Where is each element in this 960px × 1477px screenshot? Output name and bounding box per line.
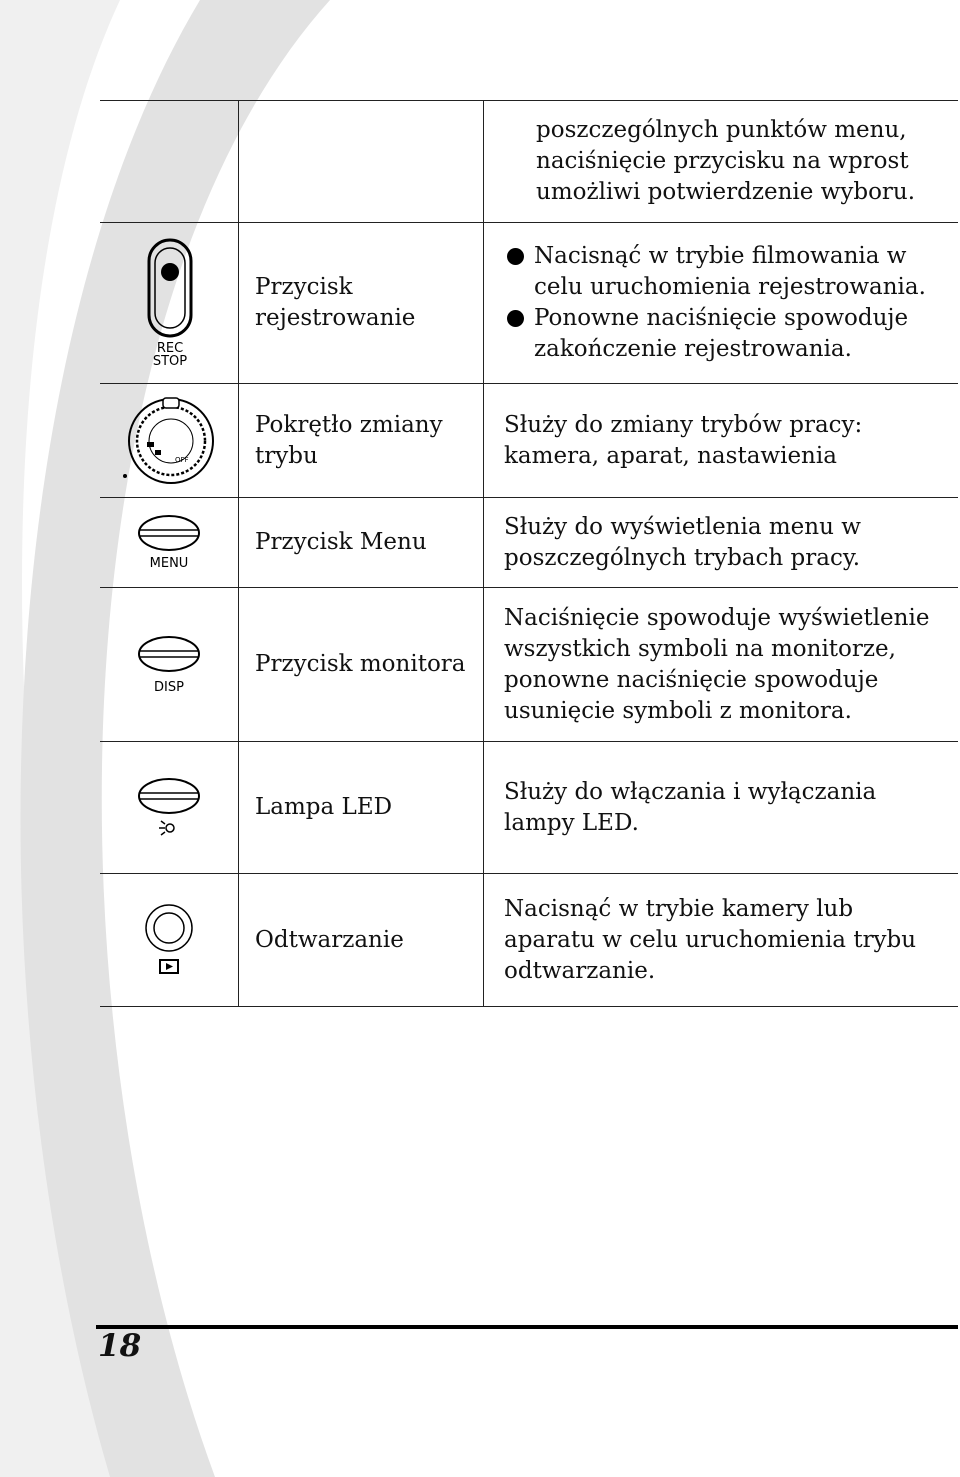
footer-rule <box>96 1325 958 1329</box>
icon-cell <box>100 101 239 223</box>
description-cell: Naciśnięcie spowoduje wyświetlenie wszystkich symboli na monitorze, ponowne naciśnięcie spowoduje usunięcie symboli z monitora. <box>484 588 959 742</box>
description-cell: Służy do zmiany trybów pracy: kamera, aparat, nastawienia <box>484 384 959 498</box>
bullet-icon <box>507 248 524 265</box>
off-label: OFF <box>175 455 189 464</box>
mode-dial-icon <box>119 396 219 486</box>
name-cell: Lampa LED <box>239 742 484 874</box>
bullet-icon <box>507 310 524 327</box>
menu-label: MENU <box>149 555 189 571</box>
name-cell: Odtwarzanie <box>239 874 484 1007</box>
table-row <box>100 384 958 498</box>
menu-button-icon <box>134 513 204 573</box>
description-cell <box>484 223 959 384</box>
bullet-item: Ponowne naciśnięcie spowoduje zakończenie rejestrowania. <box>504 303 950 365</box>
playback-button-icon <box>139 904 199 976</box>
stop-label: STOP <box>152 354 188 368</box>
button-description-table <box>100 100 958 1007</box>
table-row <box>100 498 958 588</box>
description-cell: Służy do włączania i wyłączania lampy LED. <box>484 742 959 874</box>
name-cell: Przycisk Menu <box>239 498 484 588</box>
rec-stop-button-icon <box>139 238 199 368</box>
description-cell: Nacisnąć w trybie kamery lub aparatu w celu uruchomienia trybu odtwarzanie. <box>484 874 959 1007</box>
name-cell: Przycisk rejestrowanie <box>239 223 484 384</box>
description-cell: Służy do wyświetlenia menu w poszczególnych trybach pracy. <box>484 498 959 588</box>
icon-cell <box>100 384 239 498</box>
bullet-list <box>504 241 950 365</box>
name-cell: Pokrętło zmiany trybu <box>239 384 484 498</box>
icon-cell <box>100 498 239 588</box>
bullet-item: Nacisnąć w trybie filmowania w celu uruchomienia rejestrowania. <box>504 241 950 303</box>
disp-button-icon <box>134 634 204 696</box>
rec-label: REC <box>156 341 184 356</box>
icon-cell <box>100 223 239 384</box>
table-row <box>100 742 958 874</box>
table-row <box>100 223 958 384</box>
icon-cell <box>100 742 239 874</box>
led-lamp-button-icon <box>134 776 204 840</box>
table-row <box>100 874 958 1007</box>
icon-cell <box>100 588 239 742</box>
description-cell: poszczególnych punktów menu, naciśnięcie przycisku na wprost umożliwi potwierdzenie wyboru. <box>484 101 959 223</box>
table-row <box>100 588 958 742</box>
icon-cell <box>100 874 239 1007</box>
name-cell: Przycisk monitora <box>239 588 484 742</box>
disp-label: DISP <box>154 679 184 695</box>
table-row <box>100 101 958 223</box>
name-cell <box>239 101 484 223</box>
page-number: 18 <box>98 1328 142 1364</box>
